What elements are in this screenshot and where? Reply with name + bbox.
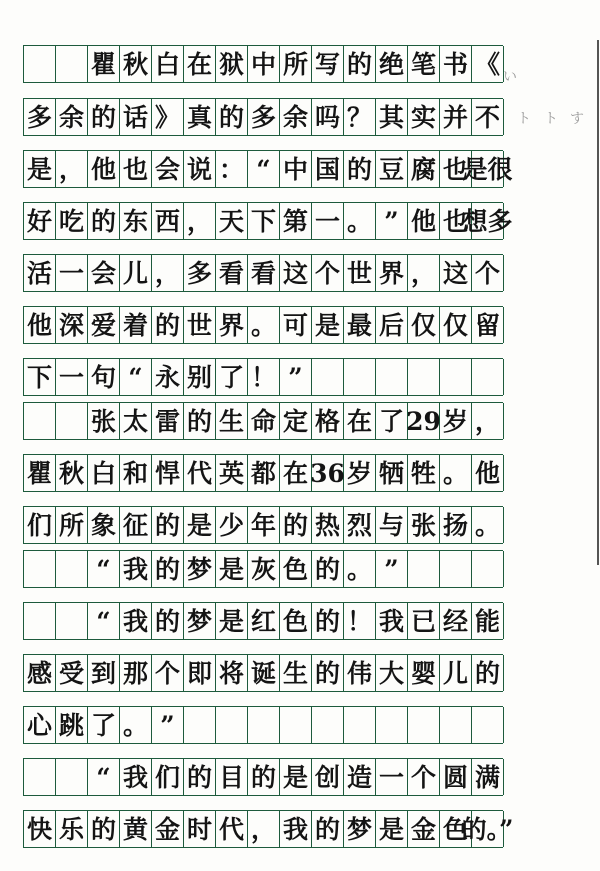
grid-cell: 会 (152, 151, 184, 187)
grid-cell: 他 (24, 307, 56, 343)
grid-cell: 界 (216, 307, 248, 343)
grid-cell (56, 759, 88, 795)
grid-row (23, 45, 503, 83)
grid-cell: 是 (216, 551, 248, 587)
grid-cell: 的 (216, 99, 248, 135)
grid-cell: 白 (88, 455, 120, 491)
grid-row (23, 810, 514, 848)
grid-cell: 乐 (56, 811, 88, 847)
grid-cell: 仅 (408, 307, 440, 343)
grid-cell: 。 (248, 307, 280, 343)
grid-cell: 在 (344, 403, 376, 439)
grid-cell: 永 (152, 359, 184, 395)
grid-cell: 是 (376, 811, 408, 847)
grid-cell: 跳 (56, 707, 88, 743)
grid-cell: 这 (440, 255, 472, 291)
grid-cell (312, 359, 344, 395)
grid-cell: 到 (88, 655, 120, 691)
grid-cell: 受 (56, 655, 88, 691)
grid-cell: 伟 (344, 655, 376, 691)
grid-cell: 感 (24, 655, 56, 691)
grid-row (23, 550, 503, 588)
grid-cell: 们 (152, 759, 184, 795)
margin-rule-line (597, 40, 599, 565)
grid-cell: 年 (248, 507, 280, 543)
grid-cell: 也 (120, 151, 152, 187)
grid-cell (312, 707, 344, 743)
grid-cell: 留 (472, 307, 504, 343)
grid-cell: 目 (216, 759, 248, 795)
grid-cell: 的 (152, 551, 184, 587)
grid-cell: ， (152, 255, 184, 291)
grid-cell: 写 (312, 46, 344, 82)
grid-row (23, 98, 503, 136)
grid-cell: 的 (312, 603, 344, 639)
grid-cell: 岁 (344, 455, 376, 491)
grid-cell: 。 (344, 203, 376, 239)
grid-cell: 实 (408, 99, 440, 135)
grid-cell: 个 (408, 759, 440, 795)
grid-cell: 那 (120, 655, 152, 691)
grid-cell: 个 (312, 255, 344, 291)
grid-cell: “ (88, 551, 120, 587)
grid-cell: 秋 (120, 46, 152, 82)
grid-cell: 个 (472, 255, 504, 291)
grid-cell (24, 46, 56, 82)
grid-cell: 命 (248, 403, 280, 439)
grid-cell: ， (408, 255, 440, 291)
grid-cell (216, 707, 248, 743)
grid-cell: 下 (248, 203, 280, 239)
grid-cell: 中 (280, 151, 312, 187)
grid-cell: 的 (344, 46, 376, 82)
grid-row (23, 150, 513, 188)
grid-cell: 张 (88, 403, 120, 439)
grid-cell: 中 (248, 46, 280, 82)
grid-cell: 的 (312, 811, 344, 847)
grid-cell: 绝 (376, 46, 408, 82)
grid-cell: 造 (344, 759, 376, 795)
grid-cell: 的 (248, 759, 280, 795)
grid-cell: 在 (184, 46, 216, 82)
grid-cell: 最 (344, 307, 376, 343)
grid-cell (472, 551, 504, 587)
grid-cell: 征 (120, 507, 152, 543)
grid-cell: 白 (152, 46, 184, 82)
grid-cell: 色 (280, 551, 312, 587)
grid-cell: ？ (344, 99, 376, 135)
grid-cell: 创 (312, 759, 344, 795)
grid-cell (24, 603, 56, 639)
grid-row (23, 506, 503, 544)
grid-row (23, 706, 503, 744)
grid-row (23, 758, 503, 796)
grid-cell (376, 359, 408, 395)
grid-cell (344, 359, 376, 395)
grid-cell: 句 (88, 359, 120, 395)
grid-cell: 在 (280, 455, 312, 491)
grid-cell: 多 (184, 255, 216, 291)
grid-cell: 英 (216, 455, 248, 491)
grid-cell: 也 (440, 203, 472, 239)
grid-cell: 余 (280, 99, 312, 135)
margin-mark: い (503, 69, 517, 85)
grid-cell: ！ (248, 359, 280, 395)
grid-cell: “ (88, 759, 120, 795)
grid-cell: ” (280, 359, 312, 395)
grid-cell: 的 (472, 655, 504, 691)
grid-cell: 的 (88, 811, 120, 847)
grid-cell (56, 46, 88, 82)
grid-cell: 他 (472, 455, 504, 491)
grid-cell: 的 (312, 551, 344, 587)
grid-cell: 狱 (216, 46, 248, 82)
grid-cell: 个 (152, 655, 184, 691)
grid-cell: 看 (216, 255, 248, 291)
grid-cell: 世 (344, 255, 376, 291)
grid-cell: ” (152, 707, 184, 743)
grid-cell: 金 (408, 811, 440, 847)
grid-cell: 已 (408, 603, 440, 639)
grid-cell: 我 (280, 811, 312, 847)
grid-cell: 。 (120, 707, 152, 743)
grid-cell: 瞿 (24, 455, 56, 491)
grid-cell: 满 (472, 759, 504, 795)
grid-row (23, 654, 503, 692)
grid-row (23, 306, 503, 344)
grid-cell: 的 (280, 507, 312, 543)
grid-row (23, 602, 503, 640)
grid-cell: 也 (440, 151, 472, 187)
grid-cell: 多 (248, 99, 280, 135)
grid-cell: 的 (184, 759, 216, 795)
grid-cell: 的 (344, 151, 376, 187)
grid-cell: 生 (280, 655, 312, 691)
grid-cell: ” (376, 203, 408, 239)
grid-cell (24, 759, 56, 795)
grid-cell (56, 603, 88, 639)
grid-cell: 能 (472, 603, 504, 639)
grid-cell: 经 (440, 603, 472, 639)
grid-cell: 心 (24, 707, 56, 743)
manuscript-grid-paper (23, 0, 514, 871)
grid-cell: 的 (88, 99, 120, 135)
grid-cell: 我 (376, 603, 408, 639)
grid-cell: 爱 (88, 307, 120, 343)
grid-cell: 29 (408, 403, 440, 439)
margin-mark: す (570, 111, 584, 127)
grid-cell: 世 (184, 307, 216, 343)
grid-cell: 并 (440, 99, 472, 135)
grid-cell: 真 (184, 99, 216, 135)
grid-cell: 活 (24, 255, 56, 291)
grid-cell: 不 (472, 99, 504, 135)
margin-mark: ト (544, 111, 558, 127)
grid-cell: 黄 (120, 811, 152, 847)
grid-cell: 将 (216, 655, 248, 691)
grid-cell (440, 551, 472, 587)
grid-cell: 儿 (440, 655, 472, 691)
grid-cell: 可 (280, 307, 312, 343)
grid-cell: 会 (88, 255, 120, 291)
grid-cell: 牲 (408, 455, 440, 491)
grid-cell: 的 (152, 603, 184, 639)
grid-cell: 书 (440, 46, 472, 82)
grid-cell (472, 707, 504, 743)
grid-row (23, 402, 503, 440)
grid-cell: 下 (24, 359, 56, 395)
grid-cell: 的 (88, 203, 120, 239)
grid-cell (408, 551, 440, 587)
grid-cell: 牺 (376, 455, 408, 491)
grid-cell (344, 707, 376, 743)
grid-cell: ， (472, 403, 504, 439)
grid-cell: 深 (56, 307, 88, 343)
grid-cell: 第 (280, 203, 312, 239)
grid-cell: 和 (120, 455, 152, 491)
grid-cell: 我 (120, 551, 152, 587)
grid-cell: 所 (280, 46, 312, 82)
grid-cell: 话 (120, 99, 152, 135)
grid-cell: 一 (56, 359, 88, 395)
grid-cell: 的 (312, 655, 344, 691)
grid-cell: 圆 (440, 759, 472, 795)
grid-cell: 他 (408, 203, 440, 239)
grid-cell: 了 (88, 707, 120, 743)
grid-row (23, 254, 503, 292)
grid-cell (184, 707, 216, 743)
grid-cell: 的 (152, 307, 184, 343)
grid-cell: 格 (312, 403, 344, 439)
grid-cell: 说 (184, 151, 216, 187)
grid-cell: 我 (120, 603, 152, 639)
grid-cell: 界 (376, 255, 408, 291)
grid-cell (248, 707, 280, 743)
grid-cell: 其 (376, 99, 408, 135)
grid-cell: 着 (120, 307, 152, 343)
grid-cell: 大 (376, 655, 408, 691)
grid-cell: 都 (248, 455, 280, 491)
grid-cell: 灰 (248, 551, 280, 587)
grid-cell: 的 (184, 403, 216, 439)
grid-cell (24, 403, 56, 439)
grid-cell (56, 403, 88, 439)
grid-cell (280, 707, 312, 743)
grid-cell: 的 (152, 507, 184, 543)
grid-cell: 多 (24, 99, 56, 135)
grid-cell: “ (248, 151, 280, 187)
grid-cell: 岁 (440, 403, 472, 439)
grid-cell: 我 (120, 759, 152, 795)
grid-cell: 是 (312, 307, 344, 343)
grid-cell (440, 707, 472, 743)
grid-cell: 婴 (408, 655, 440, 691)
grid-cell: 西 (152, 203, 184, 239)
grid-cell: 是 (184, 507, 216, 543)
grid-cell: 吗 (312, 99, 344, 135)
grid-cell: 。 (440, 455, 472, 491)
grid-cell: 腐 (408, 151, 440, 187)
grid-cell: 后 (376, 307, 408, 343)
grid-cell: 好 (24, 203, 56, 239)
grid-cell: 张 (408, 507, 440, 543)
grid-cell: 天 (216, 203, 248, 239)
grid-cell: 了 (216, 359, 248, 395)
grid-cell: 诞 (248, 655, 280, 691)
grid-cell: 想多 (472, 203, 504, 239)
grid-row (23, 202, 513, 240)
grid-cell: 是 (24, 151, 56, 187)
grid-cell: 国 (312, 151, 344, 187)
grid-cell: 定 (280, 403, 312, 439)
grid-cell: 一 (56, 255, 88, 291)
grid-cell: 梦 (344, 811, 376, 847)
grid-cell: ！ (344, 603, 376, 639)
grid-cell: 。 (472, 507, 504, 543)
grid-cell: 即 (184, 655, 216, 691)
grid-cell: 他 (88, 151, 120, 187)
grid-cell: 笔 (408, 46, 440, 82)
grid-cell: 悍 (152, 455, 184, 491)
grid-row (23, 454, 503, 492)
grid-cell (408, 359, 440, 395)
grid-cell: 生 (216, 403, 248, 439)
grid-cell: 。 (344, 551, 376, 587)
grid-cell: 色 (280, 603, 312, 639)
grid-cell: 扬 (440, 507, 472, 543)
grid-cell (440, 359, 472, 395)
grid-cell: 梦 (184, 603, 216, 639)
grid-cell (408, 707, 440, 743)
grid-cell: 《 (472, 46, 504, 82)
grid-cell: 快 (24, 811, 56, 847)
grid-cell: ， (248, 811, 280, 847)
grid-cell: 一 (312, 203, 344, 239)
grid-cell: ， (184, 203, 216, 239)
grid-cell (24, 551, 56, 587)
grid-cell: 与 (376, 507, 408, 543)
grid-cell: 少 (216, 507, 248, 543)
grid-cell: 一 (376, 759, 408, 795)
grid-cell: 梦 (184, 551, 216, 587)
grid-cell: 豆 (376, 151, 408, 187)
grid-cell: 是 (216, 603, 248, 639)
grid-cell: “ (120, 359, 152, 395)
grid-cell: 金 (152, 811, 184, 847)
grid-cell: 吃 (56, 203, 88, 239)
grid-cell: ， (56, 151, 88, 187)
grid-cell: 雷 (152, 403, 184, 439)
grid-cell: 代 (216, 811, 248, 847)
grid-cell (376, 707, 408, 743)
grid-cell: ： (216, 151, 248, 187)
grid-cell: 别 (184, 359, 216, 395)
grid-cell: 是很 (472, 151, 504, 187)
grid-cell: 这 (280, 255, 312, 291)
grid-cell: 红 (248, 603, 280, 639)
grid-cell: 秋 (56, 455, 88, 491)
grid-cell: 代 (184, 455, 216, 491)
grid-cell: 时 (184, 811, 216, 847)
grid-cell: 热 (312, 507, 344, 543)
grid-cell: 了 (376, 403, 408, 439)
grid-cell: 们 (24, 507, 56, 543)
grid-cell: 的。” (472, 811, 504, 847)
grid-cell: 烈 (344, 507, 376, 543)
grid-cell: “ (88, 603, 120, 639)
grid-cell: 象 (88, 507, 120, 543)
grid-cell (56, 551, 88, 587)
grid-cell: 仅 (440, 307, 472, 343)
grid-cell: ” (376, 551, 408, 587)
margin-mark: ト (517, 111, 531, 127)
grid-cell: 色 (440, 811, 472, 847)
grid-cell: 瞿 (88, 46, 120, 82)
grid-cell: 是 (280, 759, 312, 795)
grid-cell: 看 (248, 255, 280, 291)
grid-cell: 儿 (120, 255, 152, 291)
grid-cell (472, 359, 504, 395)
grid-cell: 余 (56, 99, 88, 135)
grid-cell: 》 (152, 99, 184, 135)
grid-cell: 东 (120, 203, 152, 239)
grid-row (23, 358, 503, 396)
grid-cell: 所 (56, 507, 88, 543)
grid-cell: 36 (312, 455, 344, 491)
grid-cell: 太 (120, 403, 152, 439)
